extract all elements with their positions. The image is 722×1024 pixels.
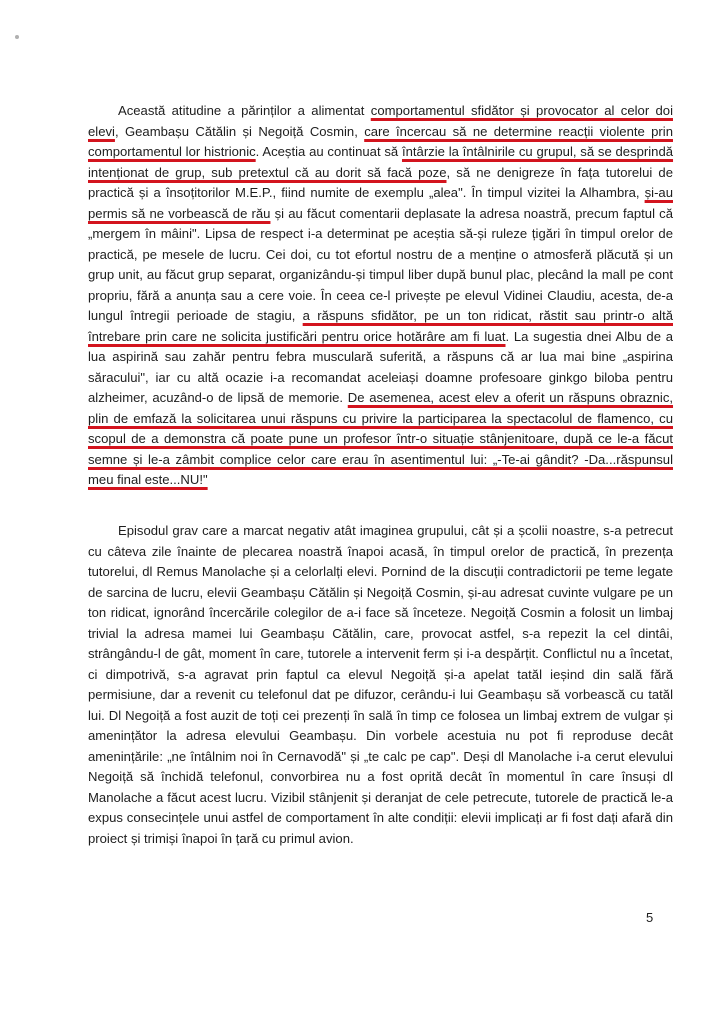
text-run: . La sugestia dnei Albu de a lua aspirină sau zahăr pentru febra musculară suferită, a răspuns că ar lua mai bine „aspirina săracului", iar cu altă ocazie i-a recomandat aceleiași doamne profesoare ginkgo biloba pentru alzheimer, acuzând-o de lipsă de memorie. <box>88 328 673 405</box>
underlined-passage: De asemenea, acest elev a oferit un răspuns obraznic, plin de emfază la solicitarea unui răspuns cu privire la participarea la spectacolul de flamenco, cu scopul de a demonstra că poate pune un profesor într-o situație stânjenitoare, după ce le-a făcut semne și le-a zâmbit complice celor care erau în asentimentul lui: „-Te-ai gândit? -Da...răspunsul meu final este...NU!" <box>88 390 674 487</box>
text-run: . Aceștia au continuat să <box>255 144 402 159</box>
text-run: și au făcut comentarii deplasate la adresa noastră, precum faptul că „mergem în mâini". Lipsa de respect i-a determinat pe aceștia să-și ruleze țigări în timpul orelor de practică, pe mesele de lucru. Cei doi, cu tot efortul nostru de a menține o atmosferă plăcută și un grup unit, au făcut grup separat, organizându-și timpul liber după bunul plac, plecând la mall pe cont propriu, fără a anunța sau a cere voie. În ceea ce-l privește pe elevul Vidinei Claudiu, acesta, de-a lungul întregii perioade de stagiu, <box>88 205 673 323</box>
underlined-passage: întârzie la întâlnirile cu grupul, să se desprindă intenționat de grup, sub pretextul că au dorit să facă poze <box>88 144 674 180</box>
underlined-passage: a răspuns sfidător, pe un ton ridicat, răstit sau printr-o altă întrebare prin care ne solicita justificări pentru orice hotărâre am fi luat <box>88 308 673 344</box>
underlined-passage: și-au permis să ne vorbească de rău <box>88 185 673 221</box>
text-run: Această atitudine a părinților a alimentat <box>118 103 371 118</box>
paragraph-2 <box>88 521 673 849</box>
underlined-passage: care încercau să ne determine reacții violente prin comportamentul lor histrionic <box>88 123 673 159</box>
paragraph-1 <box>88 101 673 491</box>
scan-speck <box>15 35 19 39</box>
paragraph-2-text: Episodul grav care a marcat negativ atât imaginea grupului, cât și a școlii noastre, s-a petrecut cu câteva zile înainte de plecarea noastră înapoi acasă, în timpul orelor de practică, în prezența tutorelui, dl Remus Manolache și a celorlalți elevi. Pornind de la discuții contradictorii pe teme legate de sarcina de lucru, elevii Geambașu Cătălin și Negoiță Cosmin, și-au adresat cuvinte vulgare pe un ton ridicat, ignorând încercările colegilor de a-i face să înceteze. Negoiță Cosmin a folosit un limbaj trivial la adresa mamei lui Geambașu Cătălin, care, provocat astfel, s-a repezit la cel dintâi, strângându-l de gât, moment în care, tutorele a intervenit ferm și i-a despărțit. Conflictul nu a încetat, ci dimpotrivă, s-a agravat prin faptul ca elevul Negoiță și-a apelat tatăl ieșind din sală fără permisiune, dar a revenit cu telefonul dat pe difuzor, cerându-i lui Geambașu să vorbească cu tatăl lui. Dl Negoiță a fost auzit de toți cei prezenți în sală în timp ce folosea un limbaj extrem de vulgar și amenințător la adresa elevului Geambașu. Din vorbele acestuia nu pot fi reproduse decât amenințările: „ne întâlnim noi în Cernavodă" și „te calc pe cap". Deși dl Manolache i-a cerut elevului Negoiță să închidă telefonul, convorbirea nu a fost oprită decât în momentul în care însuși dl Manolache a făcut acest lucru. Vizibil stânjenit și deranjat de cele petrecute, tutorele de practică le-a expus consecințele unui astfel de comportament în alte condiții: elevii implicați ar fi fost dați afară din proiect și trimiși înapoi în țară cu primul avion. <box>88 523 673 846</box>
page-number: 5 <box>646 910 654 925</box>
underlined-passage: comportamentul sfidător și provocator al celor doi elevi <box>88 103 673 139</box>
paragraph-1-text <box>88 101 673 491</box>
text-run: , să ne denigreze în fața tutorelui de practică și a însoțitorilor M.E.P., fiind numite de exemplu „alea". În timpul vizitei la Alhambra, <box>88 164 673 200</box>
text-run: , Geambașu Cătălin și Negoiță Cosmin, <box>114 123 365 139</box>
